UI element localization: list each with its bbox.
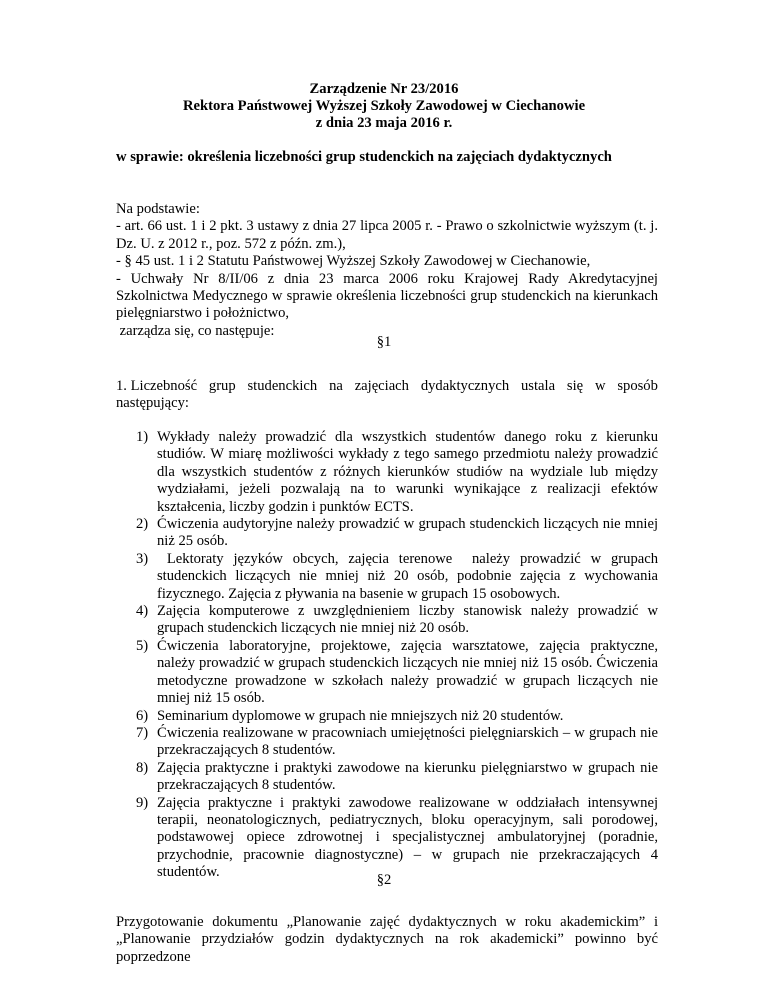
section-1-lead bbox=[116, 378, 658, 413]
section-1-heading: §1 bbox=[376, 334, 392, 350]
list-item bbox=[116, 708, 658, 725]
lead-word: sposób bbox=[617, 378, 658, 394]
lead-word: dydaktycznych bbox=[420, 378, 510, 394]
date-line: z dnia 23 maja 2016 r. bbox=[315, 115, 453, 131]
list-item-text: Ćwiczenia audytoryjne należy prowadzić w grupach studenckich liczących nie mniej niż 25 osób. bbox=[157, 516, 658, 550]
list-item bbox=[116, 429, 658, 516]
lead-word: w bbox=[594, 378, 606, 394]
list-item bbox=[116, 516, 658, 551]
group-size-list bbox=[116, 429, 662, 882]
basis-closing: zarządza się, co następuje: bbox=[116, 322, 275, 339]
basis-item: - § 45 ust. 1 i 2 Statutu Państwowej Wyższej Szkoły Zawodowej w Ciechanowie, bbox=[116, 253, 591, 270]
list-item-text: Ćwiczenia laboratoryjne, projektowe, zajęcia warsztatowe, zajęcia praktyczne, należy prowadzić w grupach studenckich liczących nie mniej niż 15 osób. Ćwiczenia metodyczne prowadzone w szkołach należy prowadzić w grupach liczących nie mniej niż 15 osób. bbox=[157, 637, 658, 707]
list-item-number: 7) bbox=[136, 724, 149, 741]
basis-item: - art. 66 ust. 1 i 2 pkt. 3 ustawy z dnia 27 lipca 2005 r. - Prawo o szkolnictwie wyższym (t. j. Dz. U. z 2012 r., poz. 572 z późn. zm.), bbox=[116, 218, 658, 252]
list-item-text: Zajęcia praktyczne i praktyki zawodowe na kierunku pielęgniarstwo w grupach nie przekraczających 8 studentów. bbox=[157, 759, 658, 794]
lead-word: się bbox=[566, 378, 584, 394]
lead-word: na bbox=[329, 378, 343, 394]
section-2-line: „Planowanie przydziałów godzin dydaktycznych na rok akademicki” powinno być poprzedzone bbox=[116, 931, 658, 965]
document-title: Zarządzenie Nr 23/2016 bbox=[309, 81, 459, 97]
issuer-line: Rektora Państwowej Wyższej Szkoły Zawodowej w Ciechanowie bbox=[182, 98, 586, 114]
list-item bbox=[116, 638, 658, 708]
lead-word: grup bbox=[208, 378, 236, 394]
list-item-number: 5) bbox=[136, 637, 149, 654]
section-1-lead-line2: następujący: bbox=[116, 395, 189, 412]
basis-item: - Uchwały Nr 8/II/06 z dnia 23 marca 2006 roku Krajowej Rady Akredytacyjnej Szkolnictwa Medycznego w sprawie określenia liczebności grup studenckich na kierunkach pielęgniarstwo i położnictwo, bbox=[116, 270, 658, 322]
lead-word: 1. Liczebność bbox=[116, 378, 198, 394]
section-1-lead-line bbox=[116, 378, 658, 395]
list-item-number: 6) bbox=[136, 707, 149, 724]
section-2-heading: §2 bbox=[376, 872, 392, 888]
lead-word: ustala bbox=[521, 378, 556, 394]
list-item-number: 3) bbox=[136, 550, 149, 567]
lead-word: studenckich bbox=[247, 378, 318, 394]
list-item bbox=[116, 760, 658, 795]
list-item-text: Lektoraty języków obcych, zajęcia terenowe należy prowadzić w grupach studenckich liczących nie mniej niż 20 osób, podobnie zajęcia z wychowania fizycznego. Zajęcia z pływania na basenie w grupach 15 osobowych. bbox=[157, 550, 662, 602]
list-item-text: Zajęcia komputerowe z uwzględnieniem liczby stanowisk należy prowadzić w grupach studenckich liczących nie mniej niż 20 osób. bbox=[157, 603, 658, 637]
list-item-number: 2) bbox=[136, 516, 149, 533]
list-item-text: Zajęcia praktyczne i praktyki zawodowe realizowane w oddziałach intensywnej terapii, neonatologicznych, pediatrycznych, bloku operacyjnym, sali porodowej, podstawowej opiece zdrowotnej i specjalistycznej ambulatoryjnej (poradnie, przychodnie, pracownie diagnostyczne) – w grupach nie przekraczających 4 studentów. bbox=[157, 794, 658, 881]
basis-intro: Na podstawie: bbox=[116, 201, 200, 217]
list-item bbox=[116, 603, 658, 638]
list-item bbox=[116, 795, 658, 882]
list-item-number: 1) bbox=[136, 429, 149, 445]
list-item-number: 8) bbox=[136, 759, 149, 776]
subject-line: w sprawie: określenia liczebności grup studenckich na zajęciach dydaktycznych bbox=[116, 149, 612, 165]
section-2-text bbox=[116, 914, 658, 966]
list-item bbox=[116, 550, 662, 603]
list-item bbox=[116, 725, 658, 760]
list-item-number: 4) bbox=[136, 603, 149, 620]
legal-basis bbox=[116, 201, 658, 340]
list-item-text: Wykłady należy prowadzić dla wszystkich studentów danego roku z kierunku studiów. W miarę możliwości wykłady z tego samego przedmiotu należy prowadzić dla wszystkich studentów z różnych kierunków studiów na wydziale lub między wydziałami, jeżeli pozwalają na to warunki wynikające z realizacji efektów kształcenia, liczby godzin i punktów ECTS. bbox=[157, 429, 658, 515]
list-item-text: Seminarium dyplomowe w grupach nie mniejszych niż 20 studentów. bbox=[157, 707, 564, 724]
list-item-number: 9) bbox=[136, 794, 149, 811]
section-2-line: Przygotowanie dokumentu „Planowanie zajęć dydaktycznych w roku akademickim” i bbox=[116, 914, 658, 930]
lead-word: zajęciach bbox=[354, 378, 409, 394]
list-item-text: Ćwiczenia realizowane w pracowniach umiejętności pielęgniarskich – w grupach nie przekraczających 8 studentów. bbox=[157, 724, 658, 759]
